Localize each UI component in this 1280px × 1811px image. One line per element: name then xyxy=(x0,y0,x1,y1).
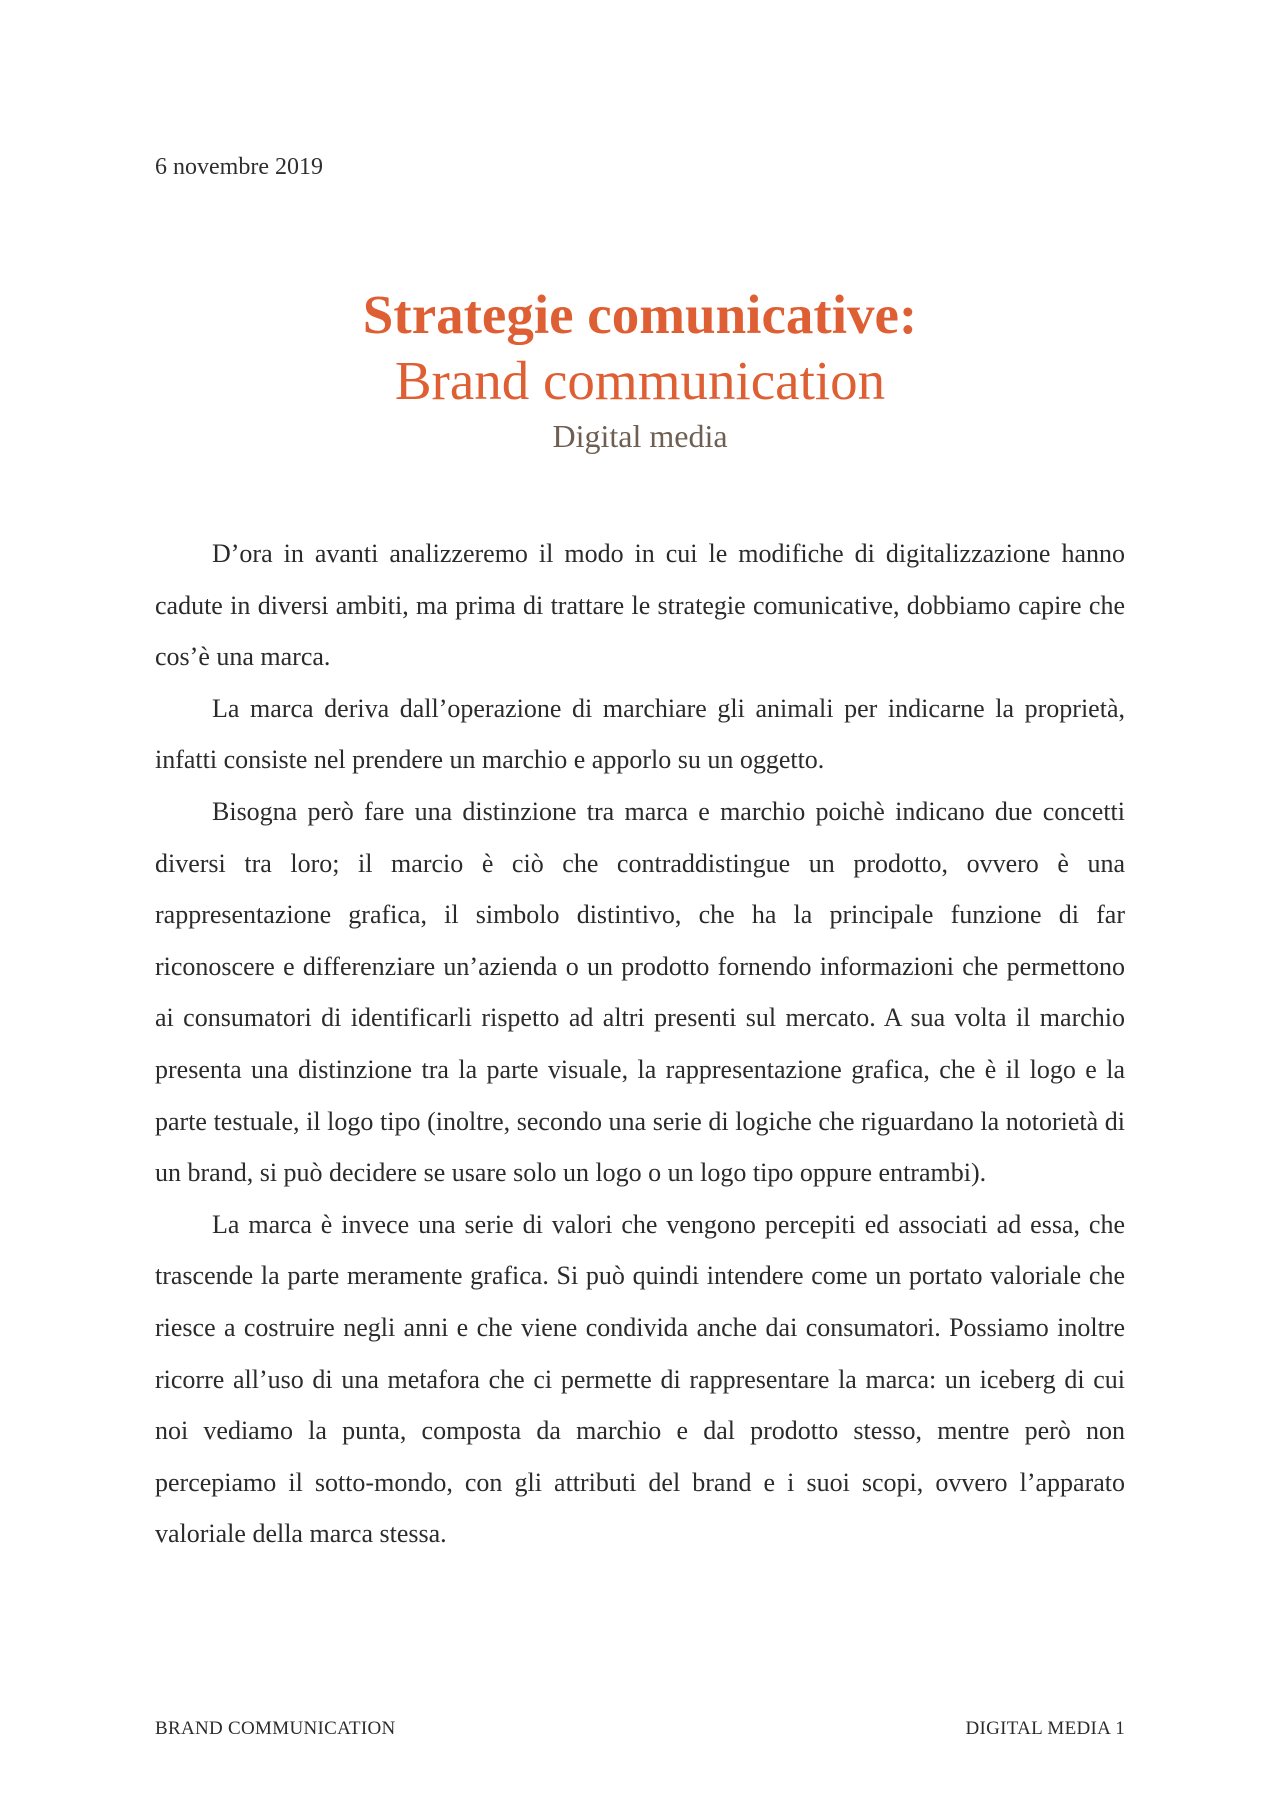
body-text xyxy=(155,528,1125,1560)
paragraph: La marca deriva dall’operazione di marchiare gli animali per indicarne la proprietà, infatti consiste nel prendere un marchio e apporlo su un oggetto. xyxy=(155,693,1125,775)
footer-left-label: BRAND COMMUNICATION xyxy=(155,1718,396,1739)
page-subtitle: Brand communication xyxy=(394,350,886,411)
paragraph: La marca è invece una serie di valori che vengono percepiti ed associati ad essa, che trascende la parte meramente grafica. Si può quindi intendere come un portato valoriale che riesce a costruire negli anni e che viene condivida anche dai consumatori. Possiamo inoltre ricorre all’uso di una metafora che ci permette di rappresentare la marca: un iceberg di cui noi vediamo la punta, composta da marchio e dal prodotto stesso, mentre però non percepiamo il sotto-mondo, con gli attributi del brand e i suoi scopi, ovvero l’apparato valoriale della marca stessa. xyxy=(155,1209,1125,1549)
paragraph: Bisogna però fare una distinzione tra marca e marchio poichè indicano due concetti diversi tra loro; il marcio è ciò che contraddistingue un prodotto, ovvero è una rappresentazione grafica, il simbolo distintivo, che ha la principale funzione di far riconoscere e differenziare un’azienda o un prodotto fornendo informazioni che permettono ai consumatori di identificarli rispetto ad altri presenti sul mercato. A sua volta il marchio presenta una distinzione tra la parte visuale, la rappresentazione grafica, che è il logo e la parte testuale, il logo tipo (inoltre, secondo una serie di logiche che riguardano la notorietà di un brand, si può decidere se usare solo un logo o un logo tipo oppure entrambi). xyxy=(155,796,1125,1188)
page-section-label: Digital media xyxy=(552,418,728,454)
footer-right-label: DIGITAL MEDIA 1 xyxy=(965,1718,1125,1739)
paragraph: D’ora in avanti analizzeremo il modo in cui le modifiche di digitalizzazione hanno cadute in diversi ambiti, ma prima di trattare le strategie comunicative, dobbiamo capire che cos’è una marca. xyxy=(155,539,1125,672)
page-title: Strategie comunicative: xyxy=(362,284,918,345)
document-date: 6 novembre 2019 xyxy=(155,154,323,180)
title-block xyxy=(0,282,1280,458)
